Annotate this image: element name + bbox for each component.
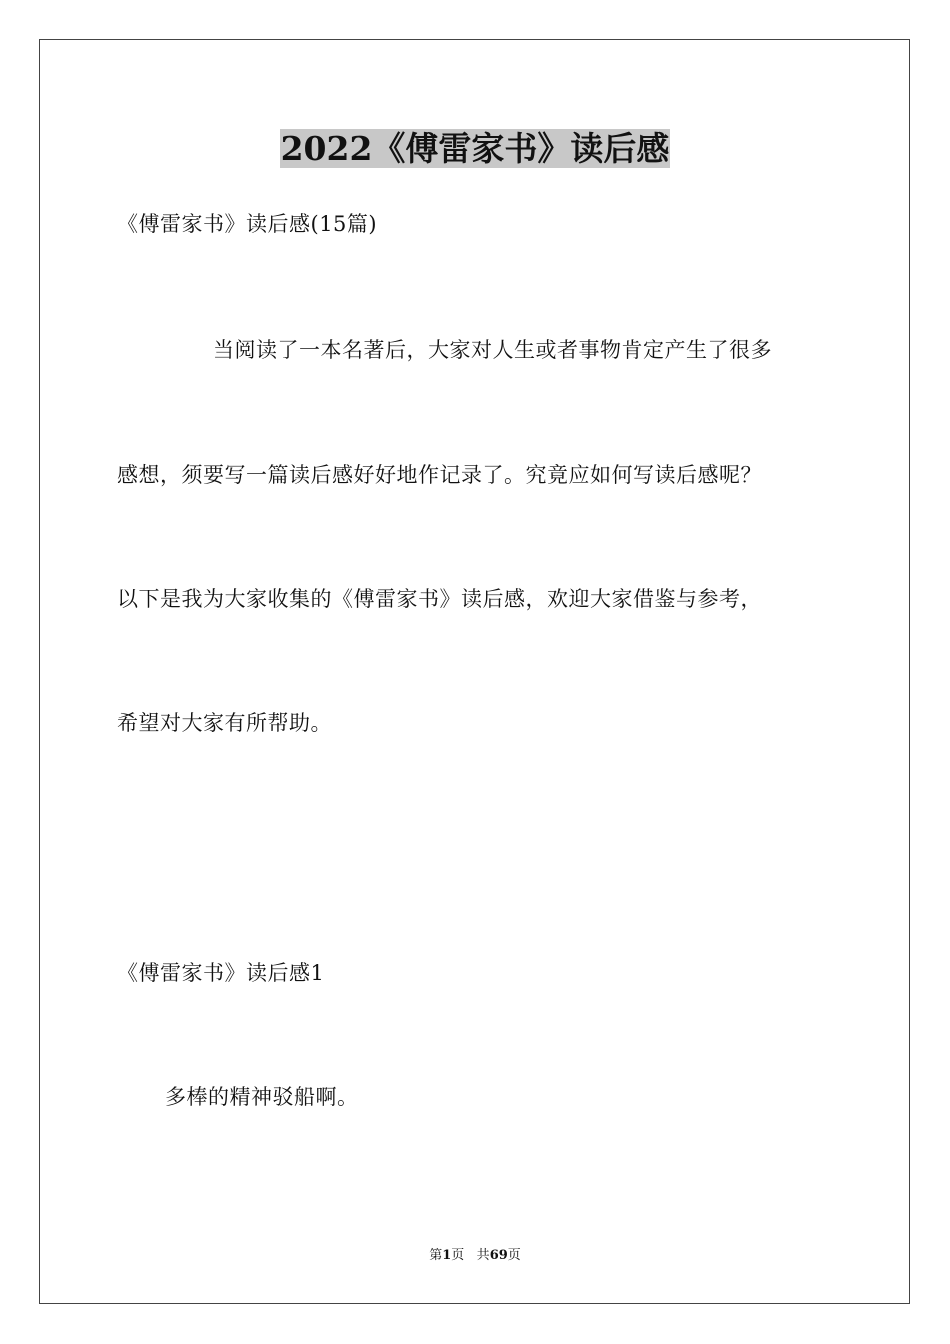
section-heading: 《傅雷家书》读后感1 bbox=[117, 961, 325, 985]
intro-line-4: 希望对大家有所帮助。 bbox=[117, 711, 332, 735]
page-footer bbox=[0, 1247, 950, 1265]
footer-total-prefix: 共 bbox=[476, 1248, 490, 1263]
footer-total-pages: 69 bbox=[489, 1248, 508, 1263]
footer-page-number: 1 bbox=[442, 1248, 452, 1263]
footer-page-suffix: 页 bbox=[451, 1248, 465, 1263]
intro-line-2: 感想，须要写一篇读后感好好地作记录了。究竟应如何写读后感呢？ bbox=[117, 463, 762, 487]
intro-line-3: 以下是我为大家收集的《傅雷家书》读后感，欢迎大家借鉴与参考， bbox=[117, 587, 762, 611]
footer-total-suffix: 页 bbox=[507, 1248, 521, 1263]
footer-page-prefix: 第 bbox=[429, 1248, 443, 1263]
document-title-text: 2022《傅雷家书》读后感 bbox=[280, 129, 670, 168]
intro-line-1: 当阅读了一本名著后，大家对人生或者事物肯定产生了很多 bbox=[213, 338, 772, 362]
document-title bbox=[0, 128, 950, 170]
document-subtitle: 《傅雷家书》读后感(15篇) bbox=[117, 212, 378, 236]
section-paragraph-line: 多棒的精神驳船啊。 bbox=[165, 1085, 359, 1109]
